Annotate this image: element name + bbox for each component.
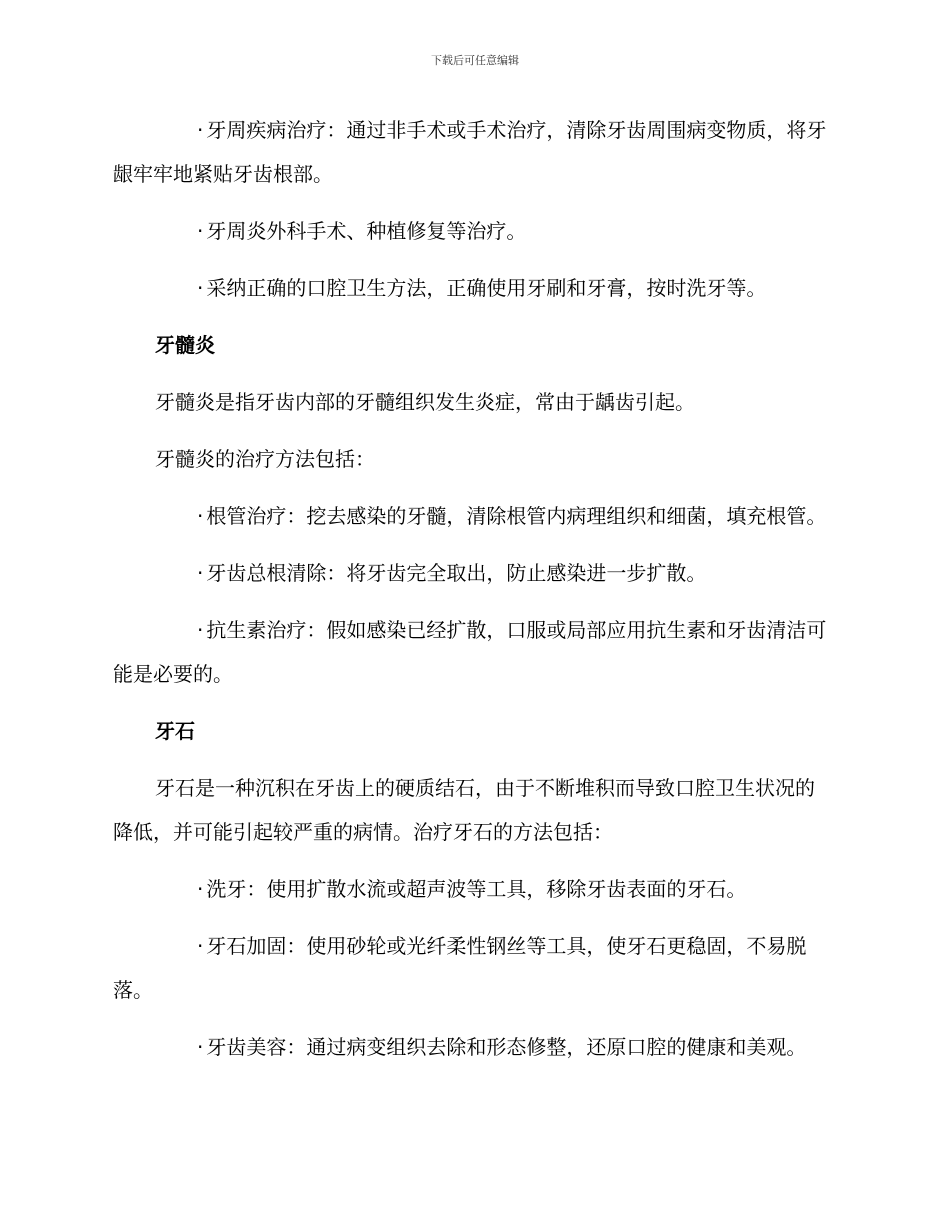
bullet-mark: ·: [197, 219, 204, 243]
paragraph-text: 牙齿总根清除：将牙齿完全取出，防止感染进一步扩散。: [206, 561, 707, 585]
paragraph-text: 根管治疗：挖去感染的牙髓，清除根管内病理组织和细菌，填充根管。: [206, 504, 827, 528]
bullet-paragraph: [113, 209, 828, 253]
bullet-paragraph: [113, 1025, 828, 1069]
bullet-mark: ·: [197, 118, 204, 142]
bullet-paragraph: [113, 551, 828, 595]
bullet-paragraph: [113, 266, 828, 310]
bullet-paragraph: [113, 924, 828, 1012]
body-paragraph: 牙髓炎的治疗方法包括：: [155, 447, 375, 471]
section-heading: 牙石: [155, 719, 195, 743]
paragraph-text: 采纳正确的口腔卫生方法，正确使用牙刷和牙膏，按时洗牙等。: [206, 276, 767, 300]
paragraph-text: 抗生素治疗：假如感染已经扩散，口服或局部应用抗生素和牙齿清洁可能是必要的。: [113, 618, 827, 686]
bullet-paragraph: [113, 867, 828, 911]
bullet-paragraph: [113, 608, 828, 696]
paragraph-text: 牙周炎外科手术、种植修复等治疗。: [206, 219, 527, 243]
paragraph-text: 牙齿美容：通过病变组织去除和形态修整，还原口腔的健康和美观。: [206, 1035, 807, 1059]
bullet-mark: ·: [197, 1035, 204, 1059]
body-paragraph: 牙髓炎是指牙齿内部的牙髓组织发生炎症，常由于龋齿引起。: [155, 390, 695, 414]
paragraph-text: 洗牙：使用扩散水流或超声波等工具，移除牙齿表面的牙石。: [206, 877, 747, 901]
paragraph-text: 牙石加固：使用砂轮或光纤柔性钢丝等工具，使牙石更稳固，不易脱落。: [113, 934, 807, 1002]
bullet-mark: ·: [197, 618, 204, 642]
bullet-mark: ·: [197, 561, 204, 585]
bullet-mark: ·: [197, 276, 204, 300]
bullet-paragraph: [113, 494, 828, 538]
page-header: 下载后可任意编辑: [431, 54, 519, 67]
paragraph-text: 牙周疾病治疗：通过非手术或手术治疗，清除牙齿周围病变物质，将牙龈牢牢地紧贴牙齿根部。: [113, 118, 827, 186]
section-heading: 牙髓炎: [155, 333, 215, 357]
document-body: [113, 108, 828, 1082]
body-paragraph: 牙石是一种沉积在牙齿上的硬质结石，由于不断堆积而导致口腔卫生状况的降低，并可能引起较严重的病情。治疗牙石的方法包括：: [113, 776, 815, 844]
bullet-paragraph: [113, 108, 828, 196]
bullet-mark: ·: [197, 877, 204, 901]
bullet-mark: ·: [197, 934, 204, 958]
bullet-mark: ·: [197, 504, 204, 528]
